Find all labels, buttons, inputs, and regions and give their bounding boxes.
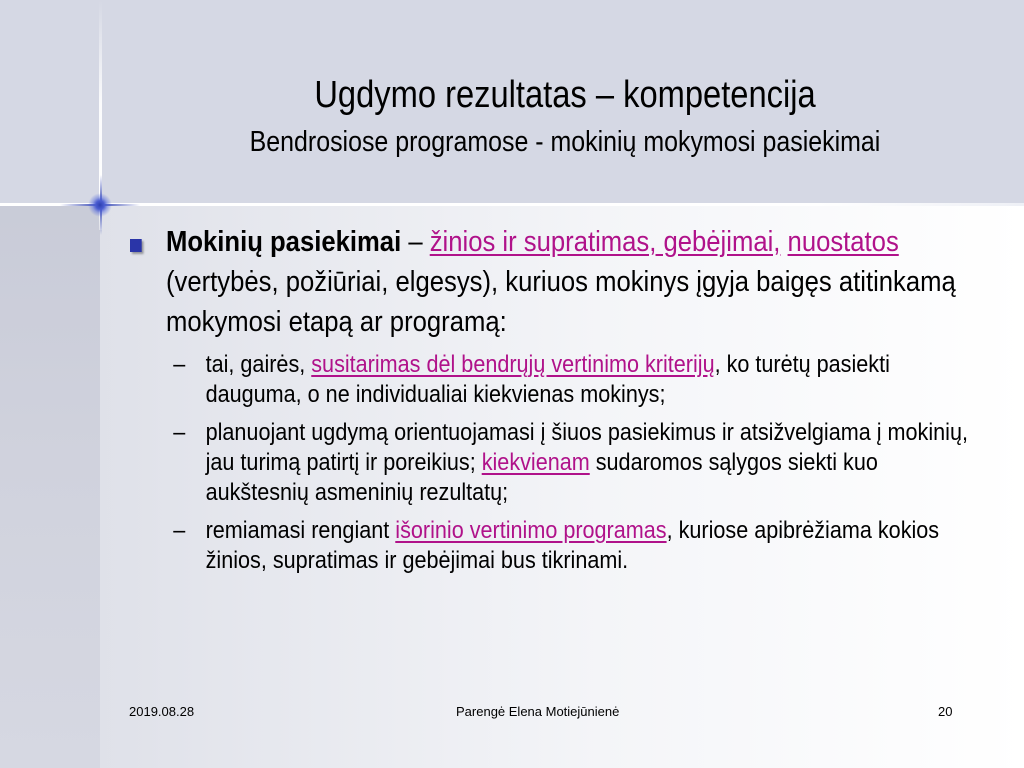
footer-author: Parengė Elena Motiejūnienė [456, 704, 620, 719]
flare-star-icon [88, 193, 112, 217]
sub-bullet-3 [130, 516, 980, 576]
footer-date: 2019.08.28 [129, 704, 195, 719]
sub-bullet-1-highlight: susitarimas dėl bendrųjų vertinimo kriterijų [311, 351, 715, 378]
main-bullet-highlight-2: nuostatos [787, 226, 899, 258]
footer-page-number: 20 [938, 704, 953, 719]
slide-subtitle: Bendrosiose programose - mokinių mokymosi pasiekimai [249, 126, 881, 158]
sub-bullet-1-pre: tai, gairės, [205, 351, 312, 378]
sub-bullet-2-post: sudaromos sąlygos siekti kuo aukštesnių asmeninių rezultatų; [205, 449, 878, 506]
main-bullet-bold: Mokinių pasiekimai [166, 226, 402, 258]
square-bullet-icon [130, 239, 142, 252]
sub-bullet-3-highlight: išorinio vertinimo programas [395, 517, 667, 544]
main-bullet-space [780, 226, 787, 258]
main-bullet-highlight-1: žinios ir supratimas, gebėjimai, [429, 226, 781, 258]
sub-bullet-3-pre: remiamasi rengiant [205, 517, 396, 544]
sub-bullet-2-pre: planuojant ugdymą orientuojamasi į šiuos pasiekimus ir atsižvelgiama į mokinių, jau turimą patirtį ir poreikius; [205, 419, 968, 476]
dash-bullet-icon: – [173, 419, 186, 446]
slide-title: Ugdymo rezultatas – kompetencija [314, 74, 816, 116]
sub-bullet-1 [130, 350, 980, 410]
sub-bullet-1-post: , ko turėtų pasiekti dauguma, o ne individualiai kiekvienas mokinys; [205, 351, 890, 408]
main-bullet [130, 222, 994, 342]
sub-bullet-3-post: , kuriose apibrėžiama kokios žinios, supratimas ir gebėjimai bus tikrinami. [205, 517, 940, 574]
dash-bullet-icon: – [173, 351, 186, 378]
sub-bullet-2-highlight: kiekvienam [481, 449, 590, 476]
sub-bullet-2 [130, 418, 980, 508]
dash-bullet-icon: – [173, 517, 186, 544]
main-bullet-rest: (vertybės, požiūriai, elgesys), kuriuos mokinys įgyja baigęs atitinkamą mokymosi etapą ar programą: [166, 266, 956, 338]
slide-content [130, 222, 990, 576]
flare-horizontal-line [0, 203, 300, 206]
main-bullet-dash: – [401, 226, 430, 258]
